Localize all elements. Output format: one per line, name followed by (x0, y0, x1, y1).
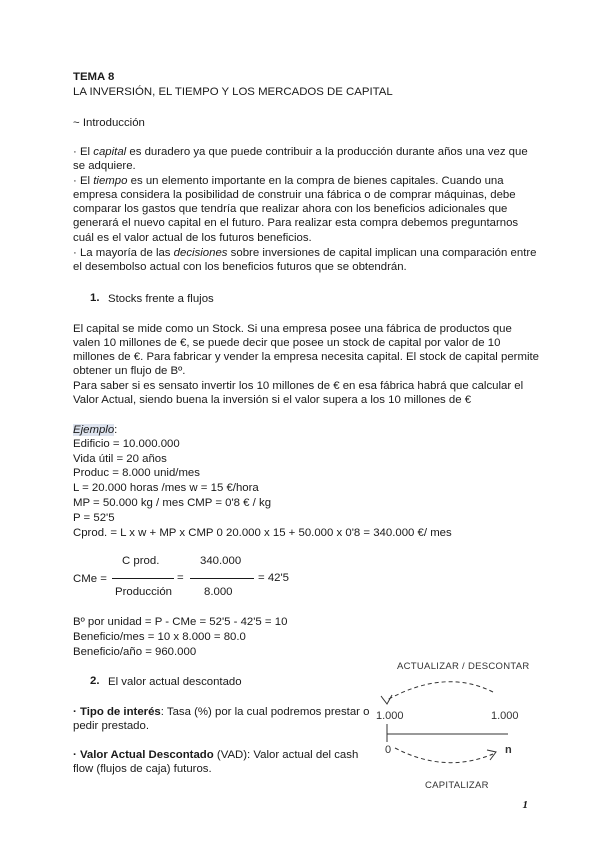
diagram-top-label: ACTUALIZAR / DESCONTAR (397, 661, 530, 672)
diagram-discount-arc (387, 682, 493, 700)
fraction-1-numerator: C prod. (122, 555, 160, 567)
fraction-2-numerator: 340.000 (200, 555, 242, 567)
section-1-title: Stocks frente a flujos (108, 293, 214, 305)
section-1-text: valen 10 millones de €, se puede decir que posee un stock de capital por valor de 10 (73, 337, 501, 349)
intro-paragraph-2-cont: generará el nuevo capital en el futuro. Para realizar esta compra debemos preguntarnos (73, 217, 519, 229)
fraction-2-denominator: 8.000 (204, 586, 233, 598)
cme-label: CMe = (73, 573, 107, 585)
diagram-capitalize-arc (395, 748, 493, 763)
diagram-right-value: 1.000 (491, 710, 519, 722)
intro-paragraph-2-cont: empresa considera la posibilidad de construir una fábrica o de comprar máquinas, debe (73, 189, 516, 201)
intro-paragraph-3: · La mayoría de las decisiones sobre inversiones de capital implican una comparación entre (73, 247, 537, 259)
interest-rate-definition-cont: pedir prestado. (73, 720, 149, 732)
diagram-discount-arrowhead (381, 695, 392, 704)
section-1-text: Valor Actual, siendo buena la inversión si el valor supera a los 10 millones de € (73, 394, 472, 406)
example-line: L = 20.000 horas /mes w = 15 €/hora (73, 482, 259, 494)
example-line: Produc = 8.000 unid/mes (73, 467, 200, 479)
diagram-bottom-label: CAPITALIZAR (425, 780, 489, 791)
section-1-text: Para saber si es sensato invertir los 10 millones de € en esa fábrica habrá que calcular el (73, 380, 524, 392)
diagram-left-value: 1.000 (376, 710, 404, 722)
discount-diagram (365, 656, 535, 796)
section-1-text: obtener un flujo de Bº. (73, 365, 186, 377)
diagram-drawing (365, 656, 535, 796)
section-1-text: millones de €. Para fabricar y vender la empresa necesita capital. El stock de capital permite (73, 351, 539, 363)
vad-definition-cont: flow (flujos de caja) futuros. (73, 763, 212, 775)
tema-number: TEMA 8 (73, 71, 115, 83)
section-1-number: 1. (90, 292, 100, 304)
section-2-number: 2. (90, 675, 100, 687)
fraction-2-bar (190, 578, 254, 579)
section-1-text: El capital se mide como un Stock. Si una empresa posee una fábrica de productos que (73, 323, 512, 335)
intro-paragraph-1: · El capital es duradero ya que puede contribuir a la producción durante años una vez que (73, 146, 528, 158)
fraction-1-bar (112, 578, 174, 579)
example-label: Ejemplo: (73, 424, 118, 436)
example-line: Edificio = 10.000.000 (73, 438, 180, 450)
example-line: MP = 50.000 kg / mes CMP = 0'8 € / kg (73, 497, 272, 509)
intro-paragraph-3-cont: el desembolso actual con los beneficios futuros que se obtendrán. (73, 261, 407, 273)
profit-line: Beneficio/año = 960.000 (73, 646, 197, 658)
page-number: 1 (522, 799, 528, 811)
vad-definition: · Valor Actual Descontado (VAD): Valor actual del cash (73, 749, 359, 761)
fraction-equals: = (177, 572, 184, 584)
intro-heading: ~ Introducción (73, 117, 145, 129)
intro-paragraph-2-cont: cuál es el valor actual de los futuros beneficios. (73, 232, 312, 244)
example-line: Vida útil = 20 años (73, 453, 167, 465)
profit-line: Bº por unidad = P - CMe = 52'5 - 42'5 = 10 (73, 616, 288, 628)
profit-line: Beneficio/mes = 10 x 8.000 = 80.0 (73, 631, 246, 643)
page-title: LA INVERSIÓN, EL TIEMPO Y LOS MERCADOS DE CAPITAL (73, 86, 393, 98)
fraction-result: = 42'5 (258, 572, 289, 584)
diagram-zero: 0 (385, 744, 392, 756)
intro-paragraph-2: · El tiempo es un elemento importante en la compra de bienes capitales. Cuando una (73, 175, 504, 187)
intro-paragraph-1-cont: se adquiere. (73, 160, 136, 172)
interest-rate-definition: · Tipo de interés: Tasa (%) por la cual podremos prestar o (73, 706, 370, 718)
section-2-title: El valor actual descontado (108, 676, 242, 688)
intro-paragraph-2-cont: comparar los gastos que tendría que realizar ahora con los beneficios adicionales que (73, 203, 508, 215)
example-line: Cprod. = L x w + MP x CMP 0 20.000 x 15 + 50.000 x 0'8 = 340.000 €/ mes (73, 527, 452, 539)
example-line: P = 52'5 (73, 512, 115, 524)
diagram-n: n (505, 744, 512, 756)
fraction-1-denominator: Producción (115, 586, 172, 598)
